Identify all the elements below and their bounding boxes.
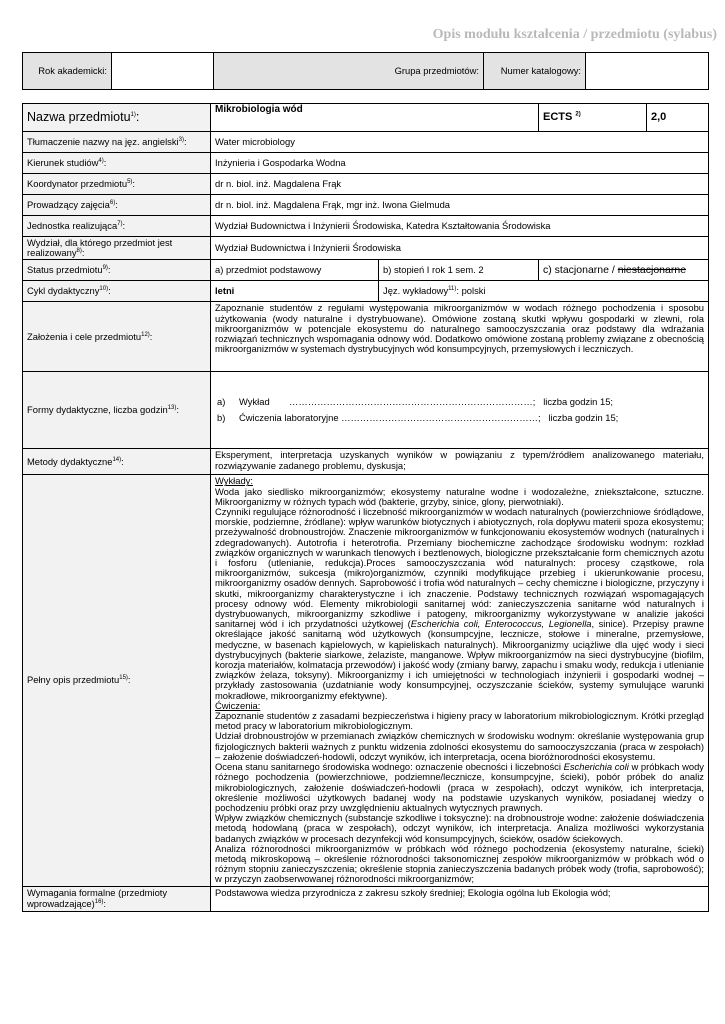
wydzial-value: Wydział Budownictwa i Inżynierii Środowiska xyxy=(211,237,709,260)
status-c: c) stacjonarne / niestacjonarne xyxy=(539,260,709,281)
formy-label: Formy dydaktyczne, liczba godzin$^{13)}$: xyxy=(23,372,211,449)
syllabus-table xyxy=(22,103,709,912)
zalozenia-value: Zapoznanie studentów z regułami występowania mikroorganizmów w wodach różnego pochodzenia i sposobu użytkowania (wody naturalne i dystrybuowane). Omówione zostaną skutki wpływu gospodarki w zlewni, rola mikroorganizmów w potencjale ekosystemu do naturalnego samooczyszczania oraz podstawy dla wdrażania rozwiązań technicznych wspomagania odnowy wód. Dodatkowo omówione zostaną problemy związane z obecnością mikroorganizmów w systemach dystrybucyjnych wód konsumpcyjnych, przemysłowych i leczniczych. xyxy=(211,302,709,372)
row-wydzial xyxy=(23,237,709,260)
jednostka-label: Jednostka realizująca$^{7)}$: xyxy=(23,216,211,237)
status-a: a) przedmiot podstawowy xyxy=(211,260,379,281)
rok-akademicki-label: Rok akademicki: xyxy=(23,53,112,90)
cwiczenia-heading: Ćwiczenia: xyxy=(215,699,261,711)
row-status xyxy=(23,260,709,281)
row-formy xyxy=(23,372,709,449)
row-zalozenia xyxy=(23,302,709,372)
cwiczenia-paragraph-5: Analiza różnorodności mikroorganizmów w próbkach wód różnego pochodzenia (ekosystemy naturalne, ścieki) metodą mikroskopową – określenie różnorodności taksonomicznej zespołów mikroorganizmów w próbkach wód o różnym stopniu zanieczyszczenia; określenie stopnia zanieczyszczenia badanych próbek wody (trofia, saprobowość); w przyczyn zaobserwowanej różnorodności mikroorganizmów; xyxy=(215,842,704,885)
wymagania-value: Podstawowa wiedza przyrodnicza z zakresu szkoły średniej; Ekologia ogólna lub Ekologia wód; xyxy=(211,886,709,911)
cykl-label: Cykl dydaktyczny$^{10)}$: xyxy=(23,281,211,302)
kierunek-label: Kierunek studiów$^{4)}$: xyxy=(23,153,211,174)
metody-label: Metody dydaktyczne$^{14)}$: xyxy=(23,449,211,475)
tlumaczenie-value: Water microbiology xyxy=(211,132,709,153)
cwiczenia-paragraph-4: Wpływ związków chemicznych (substancje szkodliwe i toksyczne): na drobnoustroje wodne: założenie doświadczenia metodą hodowlaną (praca w zespołach), odczyt wyników, ich interpretacja. Analiza możliwości wykorzystania badanych związków w procesach dezynfekcji wód konsumpcyjnych, ścieków, osadów ściekowych. xyxy=(215,812,704,844)
row-wymagania xyxy=(23,886,709,911)
row-jednostka xyxy=(23,216,709,237)
row-tlumaczenie xyxy=(23,132,709,153)
cwiczenia-paragraph-1: Zapoznanie studentów z zasadami bezpieczeństwa i higieny pracy w laboratorium mikrobiologicznym. Krótki przegląd metod pracy w laboratorium mikrobiologicznym. xyxy=(215,710,704,732)
row-kierunek xyxy=(23,153,709,174)
row-metody xyxy=(23,449,709,475)
metody-value: Eksperyment, interpretacja uzyskanych wyników w powiązaniu z typem/źródłem analizowanego materiału, rozwiązywanie zadanego problemu, dyskusja; xyxy=(211,449,709,475)
koordynator-label: Koordynator przedmiotu$^{5)}$: xyxy=(23,174,211,195)
formy-value xyxy=(211,372,709,449)
rok-akademicki-value xyxy=(112,53,214,90)
opis-label: Pełny opis przedmiotu$^{15)}$: xyxy=(23,475,211,886)
zalozenia-label: Założenia i cele przedmiotu$^{12)}$: xyxy=(23,302,211,372)
wyklady-paragraph-2: Czynniki regulujące różnorodność i liczebność mikroorganizmów w wodach naturalnych (powierzchniowe śródlądowe, morskie, podziemne, źródlane): wpływ warunków biotycznych i abiotycznych, rola dopływu materii spoza ekosystemu; przeżywalność drobnoustrojów. Znaczenie mikroorganizmów w funkcjonowaniu ekosystemów wodnych (naturalnych i zdegradowanych). Autotrofia i heterotrofia. Przemiany biochemiczne zachodzące środowisku wodnym: rozkład związków organicznych w warunkach tlenowych i beztlenowych, biologiczne przekształcanie form chemicznych azotu i fosforu (utlenianie, redukcja).Proces samooczyszczania wód naturalnych: procesy cząstkowe, rola mikroorganizmów, sukcesja (mikro)organizmów, czynniki modyfikujące przebieg i ukierunkowanie procesu, mikroorganizmy osadów dennych. Saprobowość i trofia wód naturalnych – cechy chemiczne i biologiczne, przyczyny i skutki, mikroorganizmy charakterystyczne i ich znaczenie. Podstawy technicznych rozwiązań wspomagających procesy odnowy wód. Elementy mikrobiologii sanitarnej wód: zanieczyszczenia sanitarne wód naturalnych i dystrybuowanych, mikroorganizmy szkodliwe i patogeny, mikroorganizmy wykorzystywane w analizie jakości sanitarnej wód i ich przydatności użytkowej (Escherichia coli, Enterococcus, Legionella, sinice). Przepisy prawne określające jakość sanitarną wód użytkowych (konsumpcyjne, lecznicze, stołowe i mineralne, przemysłowe, medyczne, w basenach kąpielowych, w kąpieliskach naturalnych). Mikroorganizmy uciążliwe dla ujęć wody i sieci dystrybucyjnych (bakterie siarkowe, żelaziste, manganowe. Wpływ mikroorganizmów na sieci dystrybucyjne (biofilm, korozja materiałów, kolmatacja przewodów) i jakość wody (zmiany barwy, zapachu i smaku wody, redukcja i utlenianie związków żelaza, toksyny). Mikroorganizmy i ich umiejętności w technologiach inżynierii i gospodarki wodnej – przykłady zastosowania (uzdatnianie wody konsumpcyjnej, oczyszczanie ścieków, systemy symulujące warunki mokradłowe, mikroorganizmy efektywne). xyxy=(215,506,704,701)
cykl-value: letni xyxy=(211,281,379,302)
wymagania-label: Wymagania formalne (przedmioty wprowadzające)$^{16)}$: xyxy=(23,886,211,911)
wyklady-heading: Wykłady: xyxy=(215,475,253,487)
forma-wyklad: a) Wykład ……………………………………………………………………; liczba godzin 15; xyxy=(217,396,614,408)
row-cykl xyxy=(23,281,709,302)
numer-katalogowy-label: Numer katalogowy: xyxy=(484,53,586,90)
grupa-przedmiotow-label: Grupa przedmiotów: xyxy=(214,53,484,90)
jednostka-value: Wydział Budownictwa i Inżynierii Środowiska, Katedra Kształtowania Środowiska xyxy=(211,216,709,237)
row-opis xyxy=(23,475,709,886)
opis-value xyxy=(211,475,709,886)
row-prowadzacy xyxy=(23,195,709,216)
nazwa-label: Nazwa przedmiotu$^{1)}$: xyxy=(23,104,211,132)
jezyk-wykladowy: Jęz. wykładowy$^{11)}$: polski xyxy=(379,281,709,302)
forma-cwiczenia: b) Ćwiczenia laboratoryjne ………………………………………………………; liczba godzin 15; xyxy=(217,412,619,424)
prowadzacy-label: Prowadzący zajęcia$^{6)}$: xyxy=(23,195,211,216)
document-title: Opis modułu kształcenia / przedmiotu (sylabus) xyxy=(432,27,717,42)
kierunek-value: Inżynieria i Gospodarka Wodna xyxy=(211,153,709,174)
wydzial-label: Wydział, dla którego przedmiot jest realizowany$^{8)}$: xyxy=(23,237,211,260)
status-b: b) stopień I rok 1 sem. 2 xyxy=(379,260,539,281)
nazwa-value: Mikrobiologia wód xyxy=(211,104,539,132)
koordynator-value: dr n. biol. inż. Magdalena Frąk xyxy=(211,174,709,195)
row-nazwa xyxy=(23,104,709,132)
prowadzacy-value: dr n. biol. inż. Magdalena Frąk, mgr inż. Iwona Gielmuda xyxy=(211,195,709,216)
numer-katalogowy-value xyxy=(586,53,709,90)
status-label: Status przedmiotu$^{9)}$: xyxy=(23,260,211,281)
ects-label: ECTS $^{2)}$ xyxy=(539,104,647,132)
row-koordynator xyxy=(23,174,709,195)
tlumaczenie-label: Tłumaczenie nazwy na jęz. angielski$^{3)}$: xyxy=(23,132,211,153)
cwiczenia-paragraph-2: Udział drobnoustrojów w przemianach związków chemicznych w środowisku wodnym: określanie występowania grup fizjologicznych bakterii ważnych z punktu widzenia zdolności ekosystemu do samooczyszczania (praca w zespołach) – założenie doświadczeń-hodowli, odczyt wyników, ich interpretacja, ocena bioróżnorodności ekosystemu. xyxy=(215,730,704,762)
wyklady-paragraph-1: Woda jako siedlisko mikroorganizmów; ekosystemy naturalne wodne i wodozależne, zniekształcone, sztuczne. Mikroorganizmy w różnych typach wód (bakterie, grzyby, sinice, glony, pierwotniaki). xyxy=(215,485,704,507)
cwiczenia-paragraph-3: Ocena stanu sanitarnego środowiska wodnego: oznaczenie obecności i liczebności Escherichia coli w próbkach wody różnego pochodzenia (powierzchniowe, podziemne/lecznicze, konsumpcyjne, ścieki), pobór próbek do analiz mikrobiologicznych, założenie doświadczeń-hodowli (praca w zespołach), odczyt wyników, ich interpretacja, określenie możliwości użytkowych badanej wody na podstawie uzyskanych wyników, posiadanej wiedzy o pochodzeniu próbki oraz przy uwzględnieniu aktualnych wytycznych prawnych. xyxy=(215,761,704,813)
ects-value: 2,0 xyxy=(647,104,709,132)
catalog-info-table xyxy=(22,52,709,90)
